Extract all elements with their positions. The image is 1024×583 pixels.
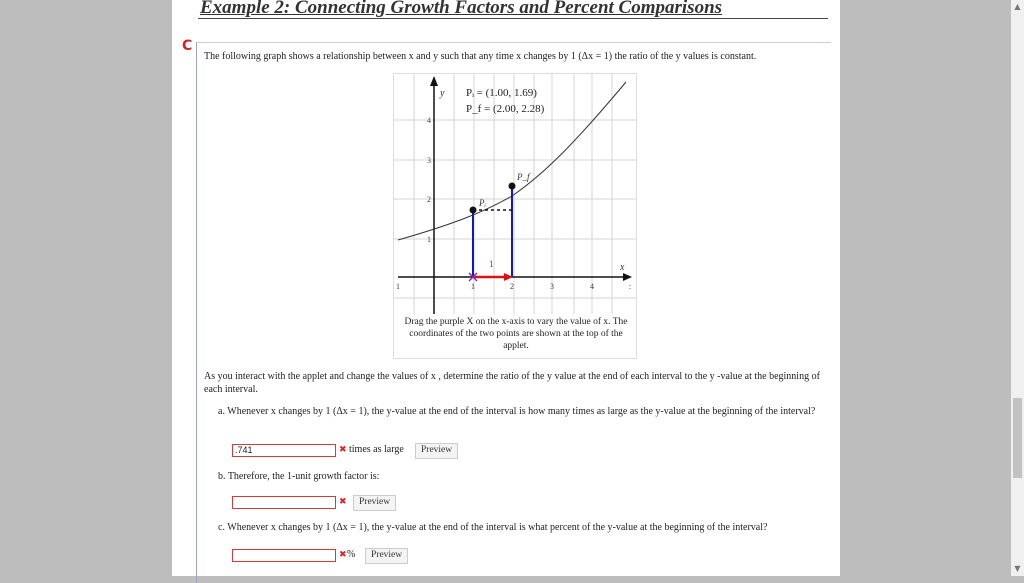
x-axis-arrow: [623, 273, 632, 281]
y-tick-4: 4: [427, 116, 431, 125]
answer-a-input[interactable]: .741: [232, 444, 336, 457]
page-title: Example 2: Connecting Growth Factors and Percent Comparisons: [200, 0, 723, 18]
pf-coordinates: P_f = (2.00, 2.28): [466, 103, 545, 115]
y-tick-1: 1: [427, 235, 431, 244]
x-tick-3: 3: [550, 282, 554, 291]
x-tick-4: 4: [590, 282, 594, 291]
vertical-scrollbar[interactable]: [1011, 0, 1024, 576]
y-tick-labels: [427, 116, 431, 244]
answer-c-input[interactable]: [232, 549, 336, 562]
page-content: [172, 0, 840, 576]
question-b-text: b. Therefore, the 1-unit growth factor is:: [218, 471, 380, 482]
scroll-thumb[interactable]: [1013, 398, 1022, 478]
y-tick-3: 3: [427, 156, 431, 165]
preview-button-a[interactable]: Preview: [415, 443, 458, 459]
point-pf[interactable]: [509, 183, 516, 190]
y-axis-label: y: [440, 88, 445, 99]
incorrect-mark-c: ✖: [339, 550, 347, 560]
point-pf-label: P_f: [517, 172, 530, 182]
x-tick-2: 2: [510, 282, 514, 291]
reload-icon[interactable]: C: [182, 38, 193, 54]
graph-applet[interactable]: [393, 73, 637, 359]
x-tick-1: 1: [471, 282, 475, 291]
point-pi[interactable]: [470, 207, 477, 214]
graph-svg[interactable]: [394, 74, 636, 314]
pi-coordinates: Pᵢ = (1.00, 1.69): [466, 87, 537, 99]
x-tick-left: 1: [396, 282, 400, 291]
incorrect-mark-a: ✖: [339, 445, 347, 455]
incorrect-mark-b: ✖: [339, 497, 347, 507]
delta-label: 1: [489, 259, 494, 269]
y-axis-arrow: [430, 76, 438, 86]
applet-caption: Drag the purple X on the x-axis to vary the value of x. The coordinates of the two points are shown at the top of the applet.: [404, 317, 628, 351]
instructions-paragraph: As you interact with the applet and change the values of x , determine the ratio of the y value at the end of each interval to the y -value at the beginning of each interval.: [204, 371, 820, 395]
answer-a-suffix: times as large: [349, 444, 404, 455]
intro-text: The following graph shows a relationship between x and y such that any time x changes by 1 (Δx = 1) the ratio of the y values is constant.: [204, 51, 757, 62]
question-a-text: a. Whenever x changes by 1 (Δx = 1), the y-value at the end of the interval is how many times as large as the y-value at the beginning of the interval?: [218, 406, 816, 417]
x-tick-labels: [396, 282, 631, 291]
preview-button-b[interactable]: Preview: [353, 495, 396, 511]
scroll-up-icon[interactable]: ▲: [1014, 2, 1021, 11]
title-divider: [198, 18, 828, 19]
x-tick-right: :: [628, 282, 632, 291]
question-c-text: c. Whenever x changes by 1 (Δx = 1), the y-value at the end of the interval is what percent of the y-value at the beginning of the interval?: [218, 522, 768, 533]
scroll-down-icon[interactable]: ▼: [1014, 564, 1021, 573]
point-pi-label: Pᵢ: [479, 198, 486, 208]
answer-b-input[interactable]: [232, 496, 336, 509]
percent-suffix: %: [347, 549, 356, 560]
preview-button-c[interactable]: Preview: [365, 548, 408, 564]
y-tick-2: 2: [427, 195, 431, 204]
x-axis-label: x: [620, 262, 625, 273]
